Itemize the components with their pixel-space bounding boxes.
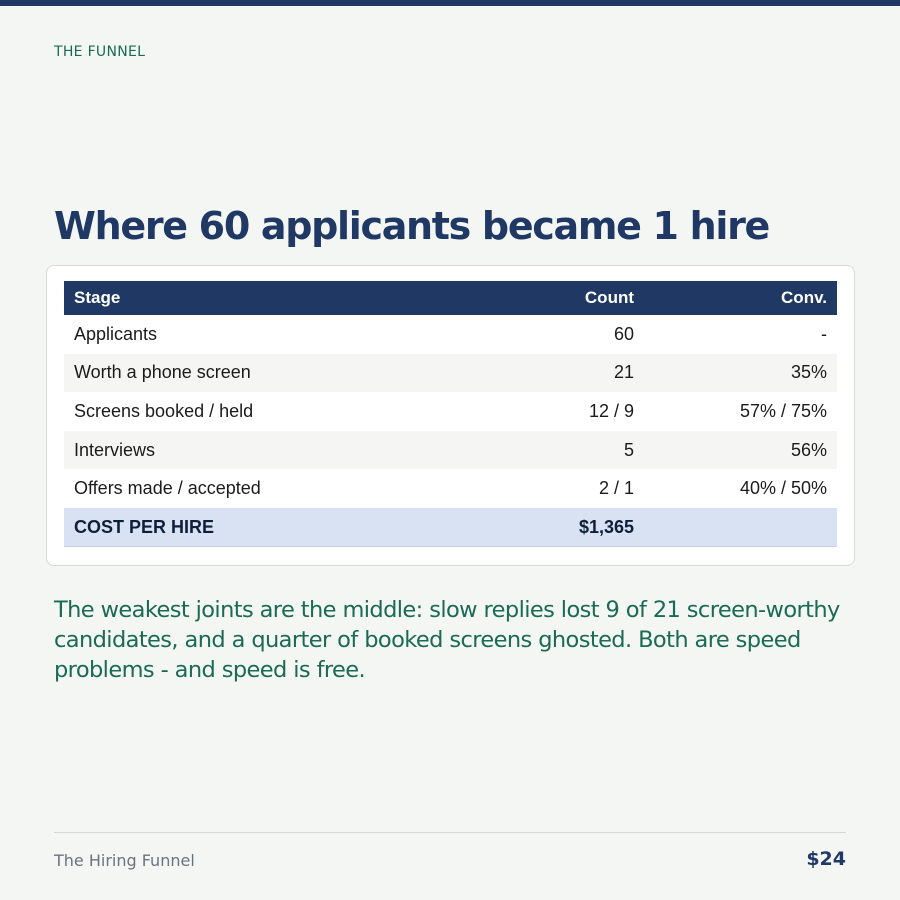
total-value-cell: $1,365 bbox=[464, 508, 644, 547]
cost-per-hire-row bbox=[64, 508, 837, 547]
table-row bbox=[64, 431, 837, 470]
stage-cell: Screens booked / held bbox=[74, 400, 254, 421]
footer-divider bbox=[54, 832, 846, 833]
table-row bbox=[64, 469, 837, 508]
count-cell: 60 bbox=[613, 323, 634, 344]
conversion-cell: - bbox=[821, 323, 827, 344]
conversion-cell: 35% bbox=[644, 354, 837, 393]
count-cell: 2 / 1 bbox=[598, 478, 634, 499]
funnel-table-card bbox=[46, 265, 855, 566]
count-cell: 12 / 9 bbox=[588, 400, 634, 421]
stage-cell: Interviews bbox=[64, 431, 464, 470]
table-header-row bbox=[64, 281, 837, 315]
top-accent-bar bbox=[0, 0, 900, 6]
count-cell: 21 bbox=[464, 354, 644, 393]
conversion-cell: 57% / 75% bbox=[739, 400, 827, 421]
takeaway-text: The weakest joints are the middle: slow replies lost 9 of 21 screen-worthy candidates, and a quarter of booked screens ghosted. Both are speed problems - and speed is free. bbox=[54, 597, 840, 683]
total-label-cell: COST PER HIRE bbox=[64, 508, 464, 547]
column-header-conversion: Conv. bbox=[644, 281, 837, 315]
conversion-cell: 56% bbox=[644, 431, 837, 470]
table-row bbox=[64, 315, 837, 354]
count-cell: 5 bbox=[464, 431, 644, 470]
funnel-table bbox=[64, 281, 837, 547]
page-title: Where 60 applicants became 1 hire bbox=[54, 204, 770, 248]
conversion-cell: 40% / 50% bbox=[739, 478, 827, 499]
column-header-count: Count bbox=[464, 281, 644, 315]
column-header-stage: Stage bbox=[64, 281, 464, 315]
table-row bbox=[64, 392, 837, 431]
table-row bbox=[64, 354, 837, 393]
total-conversion-cell bbox=[644, 508, 837, 547]
stage-cell: Worth a phone screen bbox=[64, 354, 464, 393]
stage-cell: Offers made / accepted bbox=[74, 478, 261, 499]
stage-cell: Applicants bbox=[74, 323, 158, 344]
section-eyebrow: THE FUNNEL bbox=[54, 44, 146, 60]
footer-price: $24 bbox=[806, 848, 846, 870]
footer-series-title: The Hiring Funnel bbox=[54, 851, 195, 870]
